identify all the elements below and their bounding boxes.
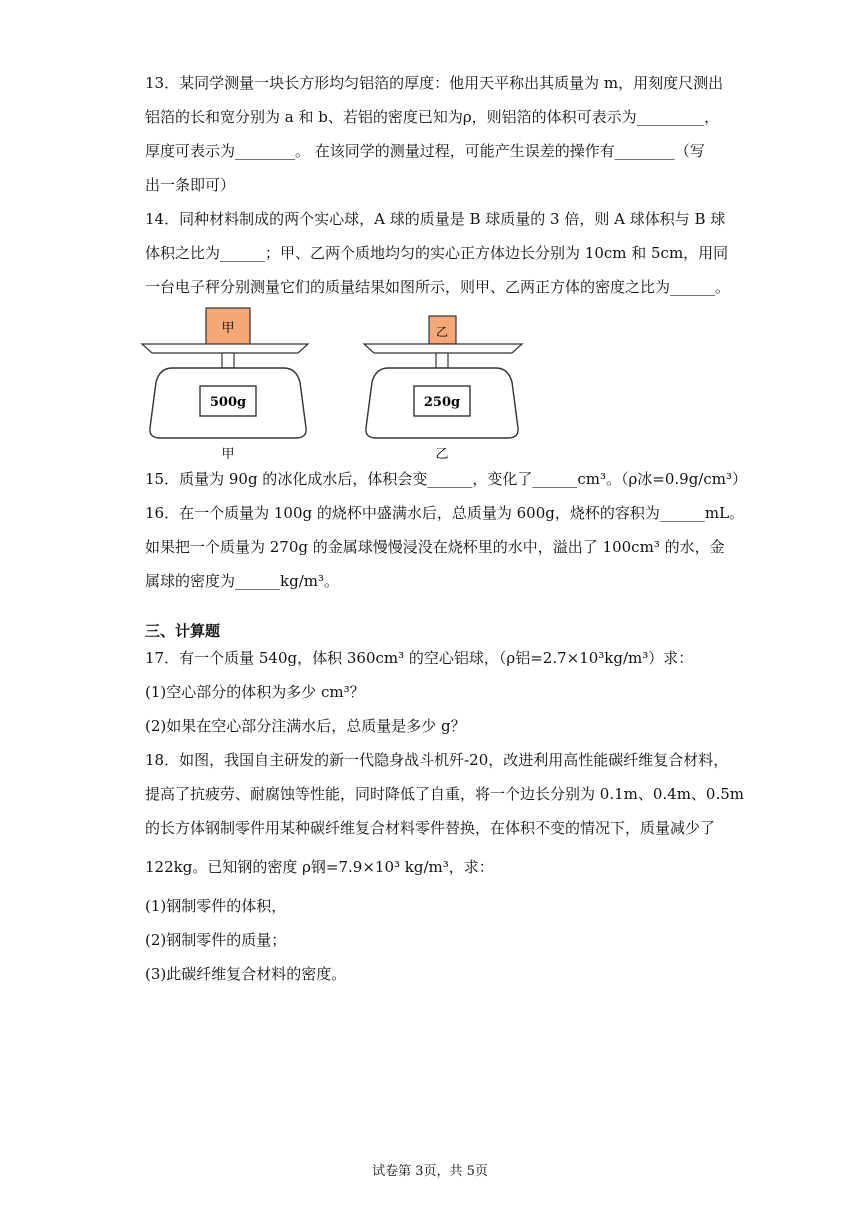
q17-part-2: (2)如果在空心部分注满水后，总质量是多少 g？ xyxy=(145,717,466,735)
q13-line-3: 厚度可表示为________。 在该同学的测量过程，可能产生误差的操作有________（写 xyxy=(145,142,705,160)
page-footer: 试卷第 3页，共 5页 xyxy=(372,1164,488,1179)
caption-jia: 甲 xyxy=(221,447,235,462)
q18-line-3: 的长方体钢制零件用某种碳纤维复合材料零件替换，在体积不变的情况下，质量减少了 xyxy=(145,819,716,837)
q14-line-2: 体积之比为______；甲、乙两个质地均匀的实心正方体边长分别为 10cm 和 5cm，用同 xyxy=(145,244,729,262)
q15-line-1: 15．质量为 90g 的冰化成水后，体积会变______，变化了______cm³。（ρ冰=0.9g/cm³） xyxy=(145,470,747,488)
cube-yi-label: 乙 xyxy=(435,325,449,339)
q17-line-1: 17．有一个质量 540g，体积 360cm³ 的空心铝球，（ρ铝=2.7×10³kg/m³）求： xyxy=(145,649,694,667)
q16-line-1: 16．在一个质量为 100g 的烧杯中盛满水后，总质量为 600g，烧杯的容积为______mL。 xyxy=(145,504,745,522)
caption-yi: 乙 xyxy=(435,447,449,462)
q14-line-1: 14．同种材料制成的两个实心球，A 球的质量是 B 球质量的 3 倍，则 A 球体积与 B 球 xyxy=(145,210,726,228)
reading-jia: 500g xyxy=(209,395,247,410)
q18-part-2: (2)钢制零件的质量； xyxy=(145,931,287,949)
q16-line-2: 如果把一个质量为 270g 的金属球慢慢浸没在烧杯里的水中，溢出了 100cm³ 的水，金 xyxy=(145,538,725,556)
q18-part-1: (1)钢制零件的体积， xyxy=(145,897,287,915)
cube-jia-label: 甲 xyxy=(221,321,235,336)
q13-line-4: 出一条即可） xyxy=(145,176,236,194)
scales-figure xyxy=(130,300,550,465)
q13-line-2: 铝箔的长和宽分别为 a 和 b、若铝的密度已知为ρ，则铝箔的体积可表示为_________， xyxy=(145,108,720,126)
reading-yi: 250g xyxy=(423,395,461,410)
section-heading-calculation: 三、计算题 xyxy=(145,622,221,640)
q13-line-1: 13．某同学测量一块长方形均匀铝箔的厚度：他用天平称出其质量为 m，用刻度尺测出 xyxy=(145,74,724,92)
scale-jia xyxy=(142,308,308,462)
q16-line-3: 属球的密度为______kg/m³。 xyxy=(145,572,339,590)
q18-line-1: 18．如图，我国自主研发的新一代隐身战斗机歼-20，改进利用高性能碳纤维复合材料， xyxy=(145,751,729,769)
scale-yi xyxy=(364,316,522,462)
q18-part-3: (3)此碳纤维复合材料的密度。 xyxy=(145,965,347,983)
q17-part-1: (1)空心部分的体积为多少 cm³？ xyxy=(145,683,365,701)
q14-line-3: 一台电子秤分别测量它们的质量结果如图所示，则甲、乙两正方体的密度之比为______。 xyxy=(145,278,731,296)
q18-line-4: 122kg。已知钢的密度 ρ钢=7.9×10³ kg/m³，求： xyxy=(145,858,494,876)
q18-line-2: 提高了抗疲劳、耐腐蚀等性能，同时降低了自重，将一个边长分别为 0.1m、0.4m、0.5m xyxy=(145,785,745,803)
